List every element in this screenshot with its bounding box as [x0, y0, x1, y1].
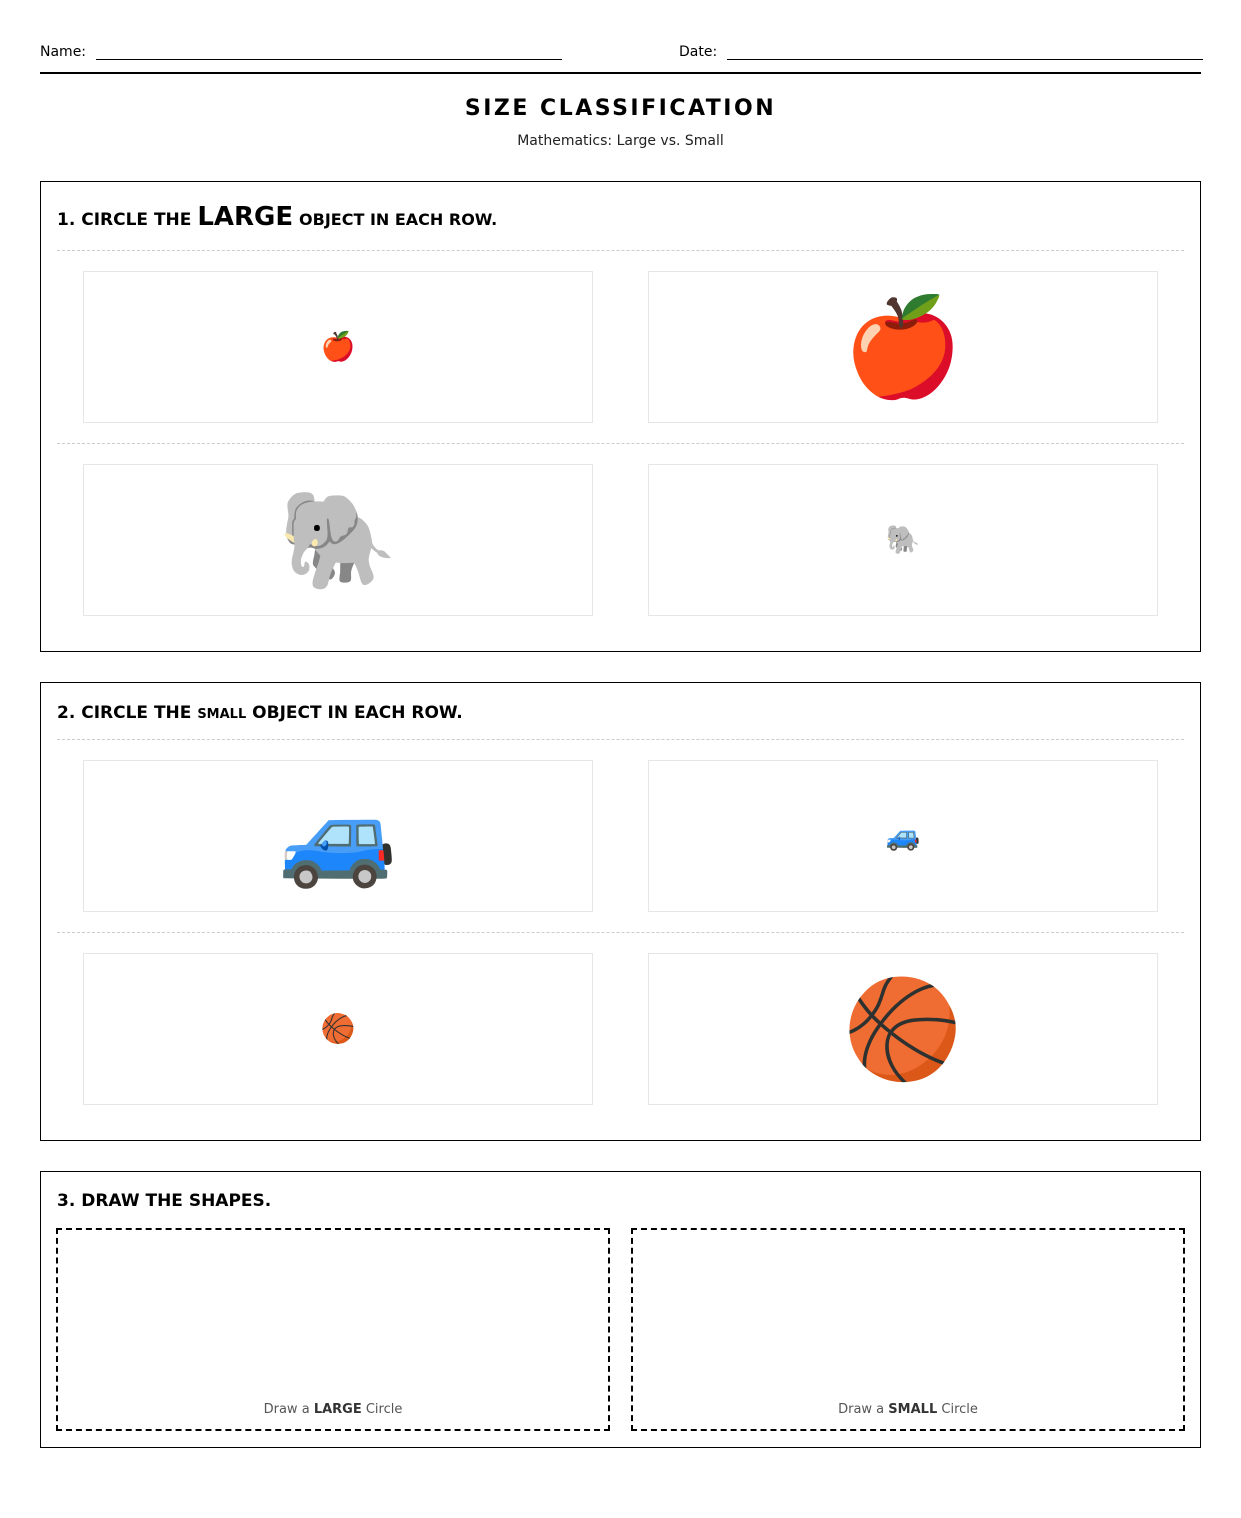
header-row — [40, 40, 1201, 74]
option-small-suv[interactable] — [648, 760, 1158, 912]
apple-icon: 🍎 — [843, 291, 963, 403]
section-title: 2. CIRCLE THE SMALL OBJECT IN EACH ROW. — [57, 703, 463, 723]
divider — [57, 932, 1184, 933]
name-label: Name: — [40, 44, 87, 60]
option-large-apple[interactable] — [648, 271, 1158, 423]
draw-small-circle-box[interactable] — [631, 1228, 1185, 1431]
keyword-small: SMALL — [197, 707, 247, 722]
apple-icon: 🍎 — [320, 330, 356, 363]
option-large-elephant[interactable] — [83, 464, 593, 616]
date-line[interactable] — [727, 45, 1203, 60]
section-title: 1. CIRCLE THE LARGE OBJECT IN EACH ROW. — [57, 202, 498, 232]
elephant-icon: 🐘 — [885, 523, 921, 556]
name-line[interactable] — [96, 45, 562, 60]
draw-large-circle-box[interactable] — [56, 1228, 610, 1431]
date-label: Date: — [679, 44, 718, 60]
date-field[interactable] — [679, 44, 1203, 60]
section-small — [40, 682, 1201, 1141]
draw-small-caption: Draw a SMALL Circle — [838, 1402, 978, 1417]
option-small-basketball[interactable] — [83, 953, 593, 1105]
section-draw — [40, 1171, 1201, 1448]
name-field[interactable] — [40, 44, 562, 60]
option-small-elephant[interactable] — [648, 464, 1158, 616]
option-small-apple[interactable] — [83, 271, 593, 423]
basketball-icon: 🏀 — [320, 1012, 356, 1045]
section-title: 3. DRAW THE SHAPES. — [57, 1191, 272, 1211]
divider — [57, 739, 1184, 740]
option-large-suv[interactable] — [83, 760, 593, 912]
suv-icon: 🚙 — [278, 780, 398, 892]
elephant-icon: 🐘 — [278, 484, 398, 596]
divider — [57, 443, 1184, 444]
suv-icon: 🚙 — [885, 819, 921, 852]
draw-large-caption: Draw a LARGE Circle — [263, 1402, 403, 1417]
section-large — [40, 181, 1201, 652]
keyword-large: LARGE — [197, 202, 294, 232]
option-large-basketball[interactable] — [648, 953, 1158, 1105]
basketball-icon: 🏀 — [843, 973, 963, 1085]
page-title: SIZE CLASSIFICATION — [464, 96, 777, 121]
page-subtitle: Mathematics: Large vs. Small — [517, 133, 724, 149]
divider — [57, 250, 1184, 251]
